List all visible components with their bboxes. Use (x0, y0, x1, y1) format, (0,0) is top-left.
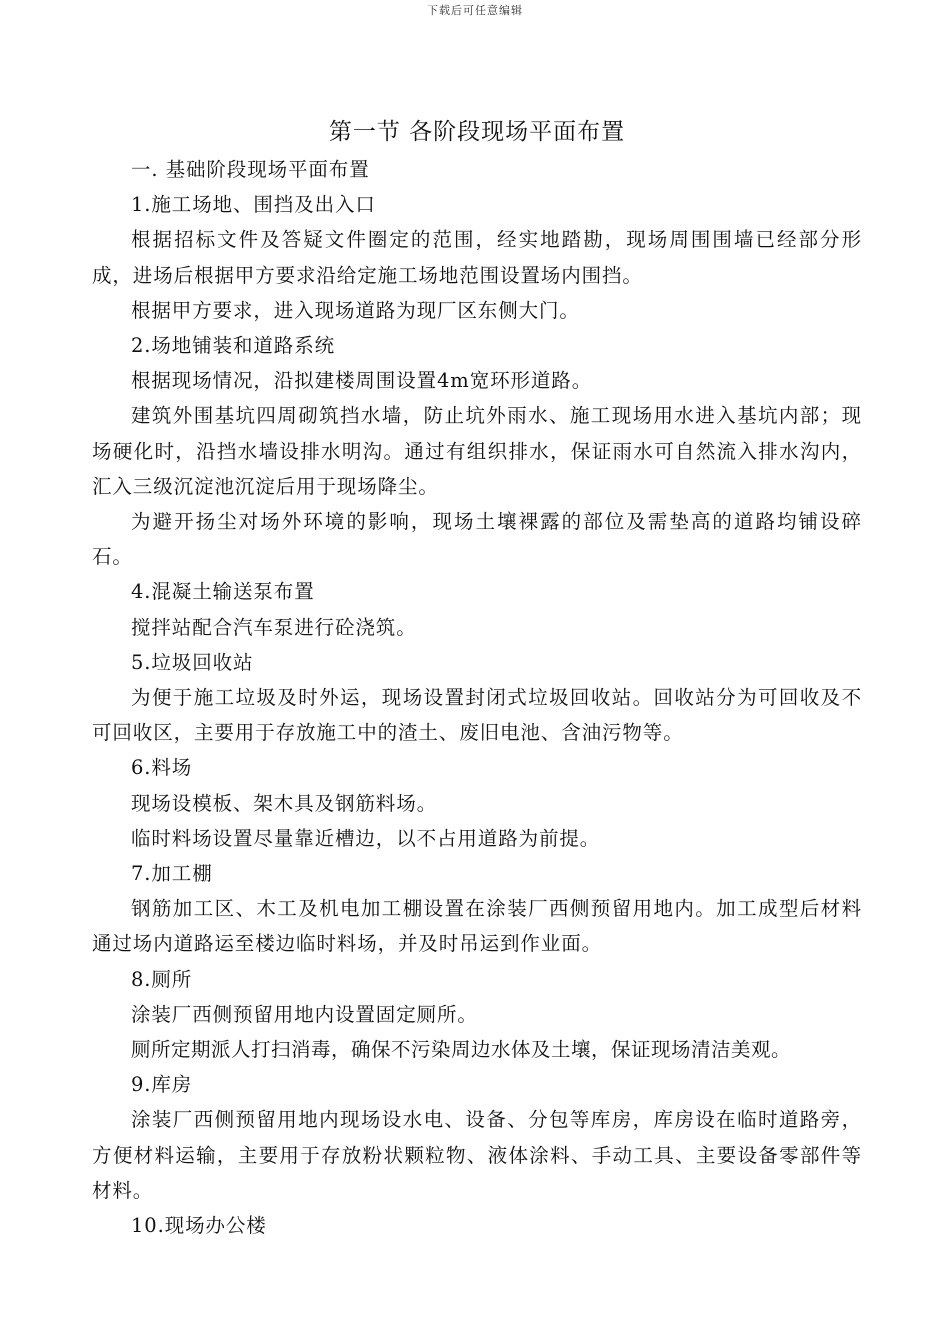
paragraph: 根据招标文件及答疑文件圈定的范围，经实地踏勘，现场周围围墙已经部分形成，进场后根据甲方要求沿给定施工场地范围设置场内围挡。 (92, 228, 862, 287)
heading-site-enclosure: 1.施工场地、围挡及出入口 (131, 193, 376, 217)
heading-material-yard: 6.料场 (131, 756, 193, 780)
paragraph: 厕所定期派人打扫消毒，确保不污染周边水体及土壤，保证现场清洁美观。 (131, 1038, 792, 1062)
paragraph: 建筑外围基坑四周砌筑挡水墙，防止坑外雨水、施工现场用水进入基坑内部；现场硬化时，沿挡水墙设排水明沟。通过有组织排水，保证雨水可自然流入排水沟内，汇入三级沉淀池沉淀后用于现场降尘。 (92, 404, 862, 498)
paragraph: 涂装厂西侧预留用地内设置固定厕所。 (131, 1002, 478, 1026)
paragraph: 根据现场情况，沿拟建楼周围设置4m宽环形道路。 (131, 369, 593, 393)
heading-foundation-layout: 一. 基础阶段现场平面布置 (131, 158, 370, 181)
heading-warehouse: 9.库房 (131, 1073, 193, 1097)
paragraph: 涂装厂西侧预留用地内现场设水电、设备、分包等库房，库房设在临时道路旁，方便材料运输，主要用于存放粉状颗粒物、液体涂料、手动工具、主要设备零部件等材料。 (92, 1108, 862, 1202)
paragraph: 搅拌站配合汽车泵进行砼浇筑。 (131, 615, 417, 639)
page-header: 下载后可任意编辑 (427, 4, 523, 17)
paragraph: 根据甲方要求，进入现场道路为现厂区东侧大门。 (131, 298, 580, 322)
paragraph: 为便于施工垃圾及时外运，现场设置封闭式垃圾回收站。回收站分为可回收及不可回收区，主要用于存放施工中的渣土、废旧电池、含油污物等。 (92, 686, 862, 745)
heading-site-office: 10.现场办公楼 (131, 1214, 267, 1238)
section-title: 第一节 各阶段现场平面布置 (328, 119, 626, 145)
paragraph: 钢筋加工区、木工及机电加工棚设置在涂装厂西侧预留用地内。加工成型后材料通过场内道路运至楼边临时料场，并及时吊运到作业面。 (92, 897, 862, 956)
document-body (92, 116, 862, 1243)
heading-toilet: 8.厕所 (131, 967, 193, 991)
paragraph: 为避开扬尘对场外环境的影响，现场土壤裸露的部位及需垫高的道路均铺设碎石。 (92, 510, 862, 569)
paragraph: 现场设模板、架木具及钢筋料场。 (131, 791, 438, 815)
paragraph: 临时料场设置尽量靠近槽边，以不占用道路为前提。 (131, 826, 601, 850)
heading-concrete-pump: 4.混凝土输送泵布置 (131, 580, 315, 604)
heading-paving-roads: 2.场地铺装和道路系统 (131, 334, 336, 358)
heading-waste-station: 5.垃圾回收站 (131, 650, 254, 674)
heading-processing-shed: 7.加工棚 (131, 862, 213, 886)
